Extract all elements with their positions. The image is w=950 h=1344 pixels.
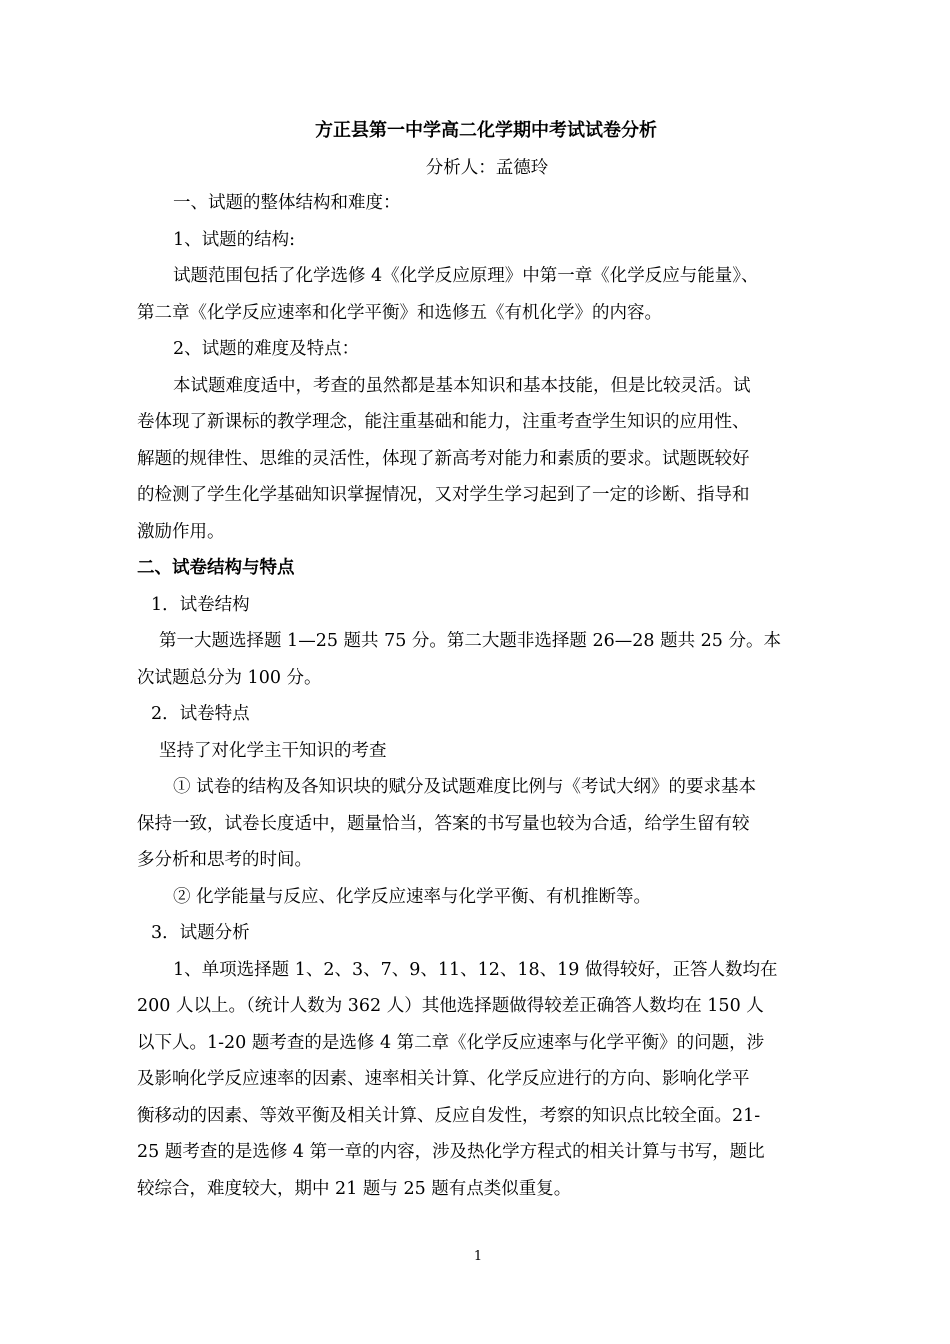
paragraph-line: 坚持了对化学主干知识的考查 — [159, 740, 387, 761]
paragraph-line: 200 人以上。（统计人数为 362 人）其他选择题做得较差正确答人数均在 150 人 — [137, 996, 764, 1016]
paragraph-line: 第一大题选择题 1—25 题共 75 分。第二大题非选择题 26—28 题共 25 分。本 — [159, 631, 781, 651]
section-heading-2: 二、试卷结构与特点 — [137, 558, 295, 578]
paragraph-line: 卷体现了新课标的教学理念，能注重基础和能力，注重考查学生知识的应用性、 — [137, 412, 750, 432]
paragraph-line: 本试题难度适中，考查的虽然都是基本知识和基本技能，但是比较灵活。试 — [173, 375, 751, 396]
paragraph-line: 保持一致，试卷长度适中，题量恰当，答案的书写量也较为合适，给学生留有较 — [137, 813, 750, 834]
paragraph-line: 及影响化学反应速率的因素、速率相关计算、化学反应进行的方向、影响化学平 — [137, 1069, 750, 1089]
document-body — [137, 117, 817, 1207]
paragraph-line: 多分析和思考的时间。 — [137, 850, 312, 870]
paragraph-line: 1、单项选择题 1、2、3、7、9、11、12、18、19 做得较好，正答人数均在 — [173, 959, 778, 980]
paragraph-line: 较综合，难度较大，期中 21 题与 25 题有点类似重复。 — [137, 1178, 572, 1199]
subheading-structure: 1、试题的结构: — [173, 229, 296, 250]
document-author: 分析人：孟德玲 — [425, 158, 549, 178]
paragraph-line: 衡移动的因素、等效平衡及相关计算、反应自发性，考察的知识点比较全面。21- — [137, 1105, 761, 1126]
paragraph-line: ② 化学能量与反应、化学反应速率与化学平衡、有机推断等。 — [173, 886, 652, 907]
paragraph-line: ① 试卷的结构及各知识块的赋分及试题难度比例与《考试大纲》的要求基本 — [173, 777, 757, 797]
subheading-question-analysis: 3．试题分析 — [151, 923, 250, 943]
subheading-paper-features: 2．试卷特点 — [151, 704, 250, 724]
paragraph-line: 解题的规律性、思维的灵活性，体现了新高考对能力和素质的要求。试题既较好 — [137, 448, 750, 469]
paragraph-line: 激励作用。 — [137, 521, 225, 542]
document-title: 方正县第一中学高二化学期中考试试卷分析 — [315, 120, 657, 141]
subheading-paper-structure: 1．试卷结构 — [151, 594, 250, 615]
paragraph-line: 的检测了学生化学基础知识掌握情况，又对学生学习起到了一定的诊断、指导和 — [137, 485, 750, 505]
paragraph-line: 以下人。1-20 题考查的是选修 4 第二章《化学反应速率与化学平衡》的问题，涉 — [137, 1032, 765, 1053]
paragraph-line: 次试题总分为 100 分。 — [137, 667, 322, 688]
paragraph-line: 第二章《化学反应速率和化学平衡》和选修五《有机化学》的内容。 — [137, 302, 662, 323]
paragraph-line: 试题范围包括了化学选修 4《化学反应原理》中第一章《化学反应与能量》、 — [173, 266, 759, 286]
page-number: 1 — [473, 1249, 483, 1264]
paragraph-line: 25 题考查的是选修 4 第一章的内容，涉及热化学方程式的相关计算与书写，题比 — [137, 1142, 765, 1162]
section-heading-1: 一、试题的整体结构和难度： — [173, 193, 401, 213]
subheading-difficulty: 2、试题的难度及特点： — [173, 339, 360, 359]
